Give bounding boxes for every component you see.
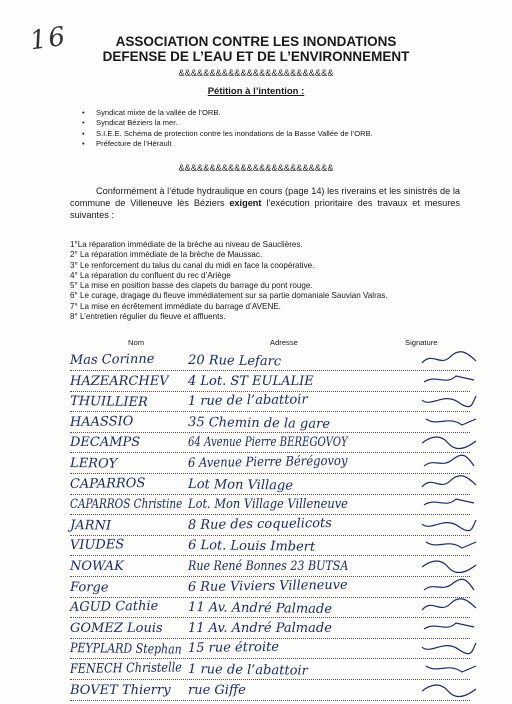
signer-name: CAPARROS Christine xyxy=(70,497,183,513)
signature-stroke xyxy=(426,666,476,672)
measures-list xyxy=(70,240,388,322)
signature-scribble xyxy=(418,349,480,369)
intro-emphasis: exigent xyxy=(229,197,262,208)
measure-item: 5° La mise en position basse des clapets du barrage du pont rouge. xyxy=(70,281,313,291)
signature-stroke xyxy=(426,419,476,425)
measure-item: 3° Le renforcement du talus du canal du midi en face la coopérative. xyxy=(70,260,315,270)
signature-stroke xyxy=(424,623,474,629)
signature-stroke xyxy=(422,352,476,363)
signer-address: 15 rue étroite xyxy=(187,640,280,657)
signer-address: Lot Mon Village xyxy=(188,476,294,494)
title-line-2: DEFENSE DE L’EAU ET DE L’ENVIRONNEMENT xyxy=(102,49,410,64)
signature-scribble xyxy=(418,411,480,431)
signer-row xyxy=(70,369,470,392)
signature-scribble xyxy=(418,534,480,554)
signer-name: THUILLIER xyxy=(70,394,148,411)
signature-stroke xyxy=(422,396,476,407)
signer-name: JARNI xyxy=(70,517,112,534)
signer-row xyxy=(70,678,470,701)
signer-row xyxy=(70,636,470,659)
signer-name: Mas Corinne xyxy=(69,351,155,368)
column-header-name: Nom xyxy=(128,338,145,347)
signature-stroke xyxy=(422,685,476,697)
signer-row xyxy=(70,492,470,515)
signer-name: NOWAK xyxy=(70,559,124,574)
signer-row xyxy=(70,657,470,680)
signer-name: AGUD Cathie xyxy=(69,598,159,616)
measure-item: 4° La réparation du confluent du rec d’Ariège xyxy=(70,270,231,280)
measure-item: 2° La réparation immédiate de la brèche de Maussac. xyxy=(70,250,263,260)
signer-address: 64 Avenue Pierre BEREGOVOY xyxy=(188,435,348,451)
signature-scribble xyxy=(418,514,480,534)
signature-stroke xyxy=(422,561,476,573)
signer-address: 20 Rue Lefarc xyxy=(188,353,282,370)
signer-address: 6 Avenue Pierre Bérégovoy xyxy=(187,453,348,471)
intro-paragraph xyxy=(70,186,460,221)
intro-text-before: Conformément à l’étude hydraulique en cours (page 14) les riverains et les sinistrés de la commune de Villeneuve lès Béziers xyxy=(70,186,460,208)
signer-row xyxy=(70,595,470,618)
signature-stroke xyxy=(424,499,474,505)
signature-scribble xyxy=(418,493,480,513)
recipient-item: • Syndicat mixte de la vallée de l’ORB. xyxy=(96,108,373,118)
signature-stroke xyxy=(426,542,476,548)
signer-address: 6 Lot. Louis Imbert xyxy=(188,538,316,556)
signer-address: 11 Av. André Palmade xyxy=(188,620,332,636)
signature-scribble xyxy=(418,555,480,575)
separator-line-1: &&&&&&&&&&&&&&&&&&&&&&&&& xyxy=(178,68,334,78)
handwritten-page-number: 16 xyxy=(28,21,70,57)
signer-name: DECAMPS xyxy=(70,435,141,451)
signature-scribble xyxy=(418,658,480,678)
signature-scribble xyxy=(418,576,480,596)
signature-stroke xyxy=(422,599,476,610)
signer-address: 6 Rue Viviers Villeneuve xyxy=(187,577,348,595)
signer-row xyxy=(70,410,470,433)
recipients-list xyxy=(96,108,373,150)
signature-scribble xyxy=(418,431,480,451)
signer-row xyxy=(70,451,470,474)
signer-name: Forge xyxy=(70,579,109,596)
signature-scribble xyxy=(418,596,480,616)
signature-scribble xyxy=(418,679,480,699)
signature-stroke xyxy=(424,376,474,382)
signer-address: 1 rue de l’abattoir xyxy=(188,662,308,679)
signer-row xyxy=(70,575,470,598)
signature-scribble xyxy=(418,637,480,657)
separator-line-2: &&&&&&&&&&&&&&&&&&&&&&&&& xyxy=(178,163,334,173)
signer-name: FENECH Christelle xyxy=(69,660,183,677)
signature-scribble xyxy=(418,390,480,410)
signature-stroke xyxy=(422,643,476,654)
signer-row xyxy=(70,348,470,371)
measure-item: 1°La réparation immédiate de la brèche au niveau de Sauclières. xyxy=(70,240,303,249)
signer-address: rue Giffe xyxy=(188,682,246,698)
recipient-item: • Préfecture de l’Hérault xyxy=(96,139,373,149)
signer-address: Lot. Mon Village Villeneuve xyxy=(188,497,348,513)
signature-stroke xyxy=(424,455,474,466)
signer-name: VIUDES xyxy=(69,537,125,554)
signature-scribble xyxy=(418,617,480,637)
signature-stroke xyxy=(422,475,476,486)
intro-text-after: l’exécution prioritaire des travaux et mesures suivantes : xyxy=(70,197,460,220)
signer-address: Rue René Bonnes 23 BUTSA xyxy=(188,559,349,574)
signer-address: 11 Av. André Palmade xyxy=(188,600,333,618)
signer-name: BOVET Thierry xyxy=(70,682,171,698)
column-header-signature: Signature xyxy=(405,338,438,347)
petition-heading: Pétition à l’intention : xyxy=(207,86,305,97)
signer-name: PEYPLARD Stephan xyxy=(70,641,182,658)
signer-row xyxy=(70,554,470,577)
measure-item: 8° L’entretien régulier du fleuve et affluents. xyxy=(70,312,226,322)
signer-address: 1 rue de l’abattoir xyxy=(187,392,308,410)
signer-row xyxy=(70,513,470,536)
recipient-item: • Syndicat Béziers la mer. xyxy=(96,118,373,128)
signer-address: 8 Rue des coquelicots xyxy=(187,515,333,533)
signature-scribble xyxy=(418,473,480,493)
signature-stroke xyxy=(424,579,474,590)
signer-row xyxy=(70,430,470,453)
title-line-1: ASSOCIATION CONTRE LES INONDATIONS xyxy=(115,34,397,49)
signature-stroke xyxy=(422,520,476,531)
signature-scribble xyxy=(418,452,480,472)
signature-stroke xyxy=(422,437,476,449)
signer-name: HAASSIO xyxy=(69,413,134,430)
signer-name: HAZEARCHEV xyxy=(70,373,169,389)
signer-address: 35 Chemin de la gare xyxy=(188,414,331,432)
document-title xyxy=(0,34,512,64)
signer-name: GOMEZ Louis xyxy=(70,620,163,636)
signer-name: LEROY xyxy=(70,456,118,472)
signer-row xyxy=(70,472,470,495)
recipient-item: • S.I.E.E. Schéma de protection contre les inondations de la Basse Vallée de l’ORB. xyxy=(96,129,373,139)
measure-item: 6° Le curage, dragage du fleuve immédiatement sur sa partie domaniale Sauvian Valras. xyxy=(70,291,388,301)
signer-address: 4 Lot. ST EULALIE xyxy=(188,373,314,389)
signer-row xyxy=(70,616,470,639)
signer-row xyxy=(70,533,470,556)
measure-item: 7° La mise en écrêtement immédiate du barrage d’AVENE. xyxy=(70,301,281,311)
column-header-address: Adresse xyxy=(270,338,298,347)
signer-name: CAPARROS xyxy=(69,475,146,492)
signer-row xyxy=(70,389,470,412)
signature-scribble xyxy=(418,370,480,390)
